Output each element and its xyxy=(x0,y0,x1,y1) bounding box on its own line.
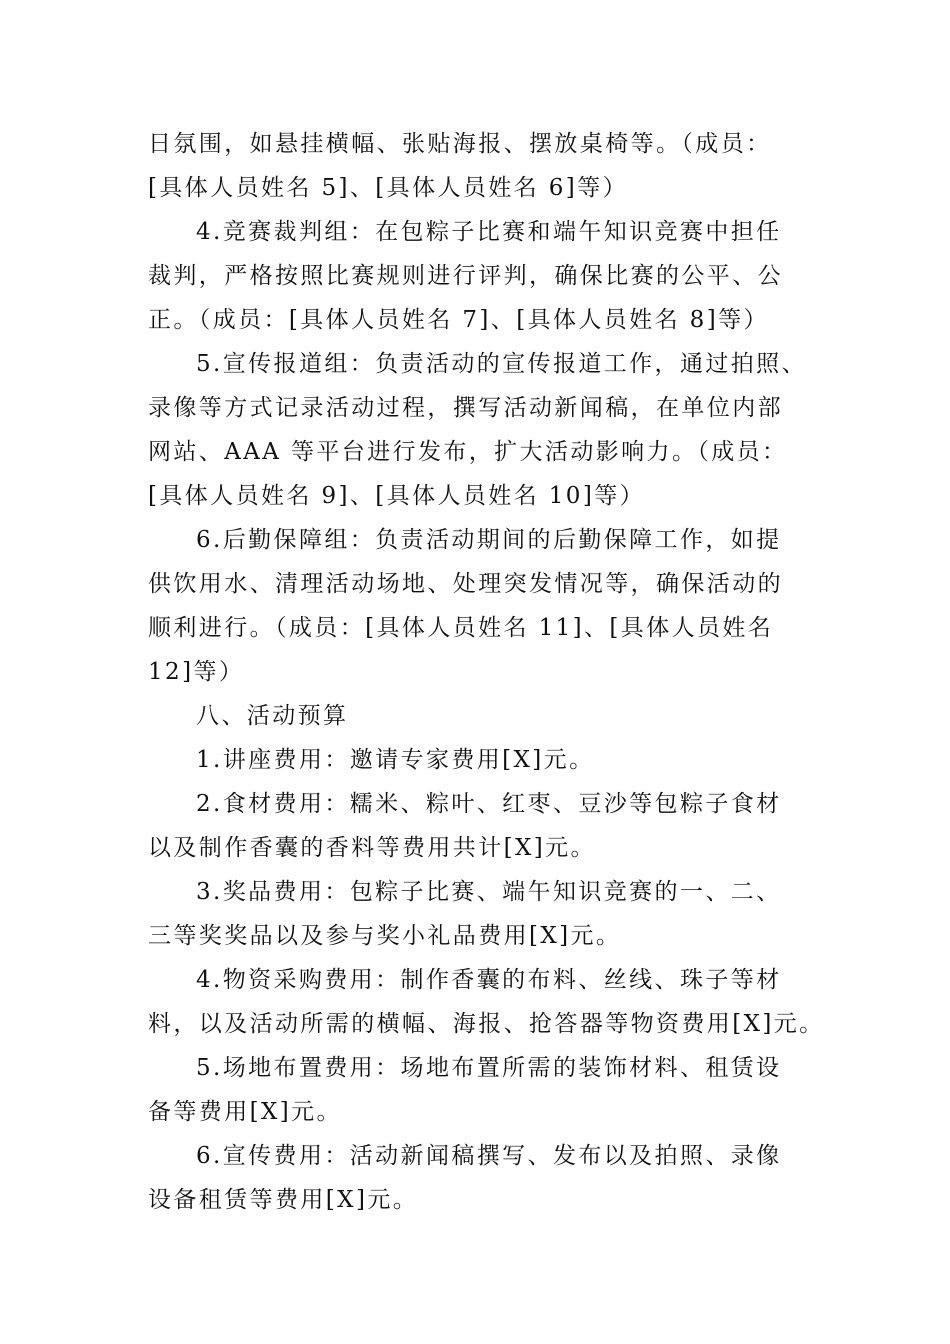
budget-item-food: 2.食材费用：糯米、粽叶、红枣、豆沙等包粽子食材 xyxy=(196,791,782,817)
text-line: 日氛围，如悬挂横幅、张贴海报、摆放桌椅等。（成员： xyxy=(148,131,772,157)
text-line: 设备租赁等费用[X]元。 xyxy=(148,1187,419,1213)
paragraph-judging-group: 4.竞赛裁判组：在包粽子比赛和端午知识竞赛中担任 xyxy=(196,219,782,245)
paragraph-logistics-group: 6.后勤保障组：负责活动期间的后勤保障工作，如提 xyxy=(196,527,782,553)
text-line: 正。（成员：[具体人员姓名 7]、[具体人员姓名 8]等） xyxy=(148,307,769,333)
budget-item-materials: 4.物资采购费用：制作香囊的布料、丝线、珠子等材 xyxy=(196,967,782,993)
text-line: 录像等方式记录活动过程，撰写活动新闻稿，在单位内部 xyxy=(148,395,783,421)
document-body xyxy=(148,122,825,1222)
text-line: 裁判，严格按照比赛规则进行评判，确保比赛的公平、公 xyxy=(148,263,783,289)
text-line: 网站、AAA 等平台进行发布，扩大活动影响力。（成员： xyxy=(148,439,788,465)
budget-item-prizes: 3.奖品费用：包粽子比赛、端午知识竞赛的一、二、 xyxy=(196,879,782,905)
text-line: [具体人员姓名 5]、[具体人员姓名 6]等） xyxy=(148,175,628,201)
text-line: 供饮用水、清理活动场地、处理突发情况等，确保活动的 xyxy=(148,571,783,597)
budget-item-venue: 5.场地布置费用：场地布置所需的装饰材料、租赁设 xyxy=(196,1055,782,1081)
text-line: [具体人员姓名 9]、[具体人员姓名 10]等） xyxy=(148,483,646,509)
budget-item-lecture: 1.讲座费用：邀请专家费用[X]元。 xyxy=(196,747,595,773)
text-line: 顺利进行。（成员：[具体人员姓名 11]、[具体人员姓名 xyxy=(148,615,774,641)
text-line: 以及制作香囊的香料等费用共计[X]元。 xyxy=(148,835,596,861)
text-line: 12]等） xyxy=(148,659,245,685)
budget-item-publicity: 6.宣传费用：活动新闻稿撰写、发布以及拍照、录像 xyxy=(196,1143,782,1169)
section-heading-budget: 八、活动预算 xyxy=(196,703,349,729)
text-line: 三等奖奖品以及参与奖小礼品费用[X]元。 xyxy=(148,923,622,949)
text-line: 备等费用[X]元。 xyxy=(148,1099,342,1125)
paragraph-publicity-group: 5.宣传报道组：负责活动的宣传报道工作，通过拍照、 xyxy=(196,351,807,377)
text-line: 料，以及活动所需的横幅、海报、抢答器等物资费用[X]元。 xyxy=(148,1011,825,1037)
